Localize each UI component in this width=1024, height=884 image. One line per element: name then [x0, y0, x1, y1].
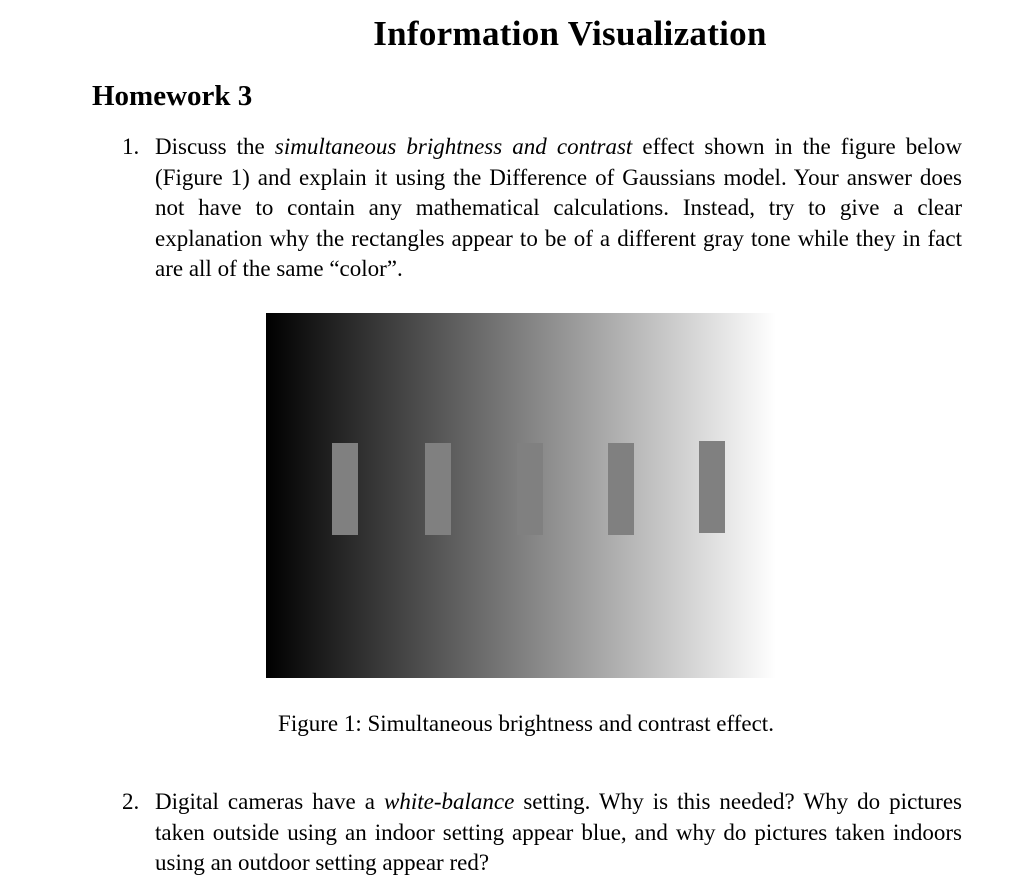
question-2-text-after: setting. Why is this needed? Why do pictures taken outside using an indoor setting appear blue, and why do pictures taken indoors using an outdoor setting appear red? — [155, 789, 962, 875]
figure-caption: Figure 1: Simultaneous brightness and contrast effect. — [278, 711, 774, 736]
gray-rectangle-4 — [608, 443, 634, 535]
question-1-number: 1. — [122, 134, 140, 159]
section-heading: Homework 3 — [92, 80, 253, 112]
question-2-text — [155, 787, 962, 879]
gray-rectangle-1 — [332, 443, 358, 535]
gray-rectangle-3 — [517, 443, 543, 535]
question-1-text-after: effect shown in the figure below (Figure 1) and explain it using the Difference of Gaussians model. Your answer does not have to contain any mathematical calculations. Instead, try to give a clear explanation why the rectangles appear to be of a different gray tone while they in fact are all of the same “color”. — [155, 134, 963, 281]
question-1-emphasis: simultaneous brightness and contrast — [274, 134, 633, 159]
question-2 — [122, 787, 962, 879]
gray-rectangle-2 — [425, 443, 451, 535]
question-2-emphasis: white-balance — [384, 789, 515, 814]
question-1-text — [155, 132, 962, 285]
question-1 — [122, 132, 962, 285]
question-1-text-before: Discuss the — [155, 134, 275, 159]
gradient-illusion-graphic — [266, 313, 776, 678]
gray-rectangle-5 — [699, 441, 725, 533]
brightness-contrast-figure — [266, 313, 776, 678]
document-title: Information Visualization — [373, 14, 767, 53]
question-2-number: 2. — [122, 789, 140, 814]
question-2-text-before: Digital cameras have a — [155, 789, 384, 814]
